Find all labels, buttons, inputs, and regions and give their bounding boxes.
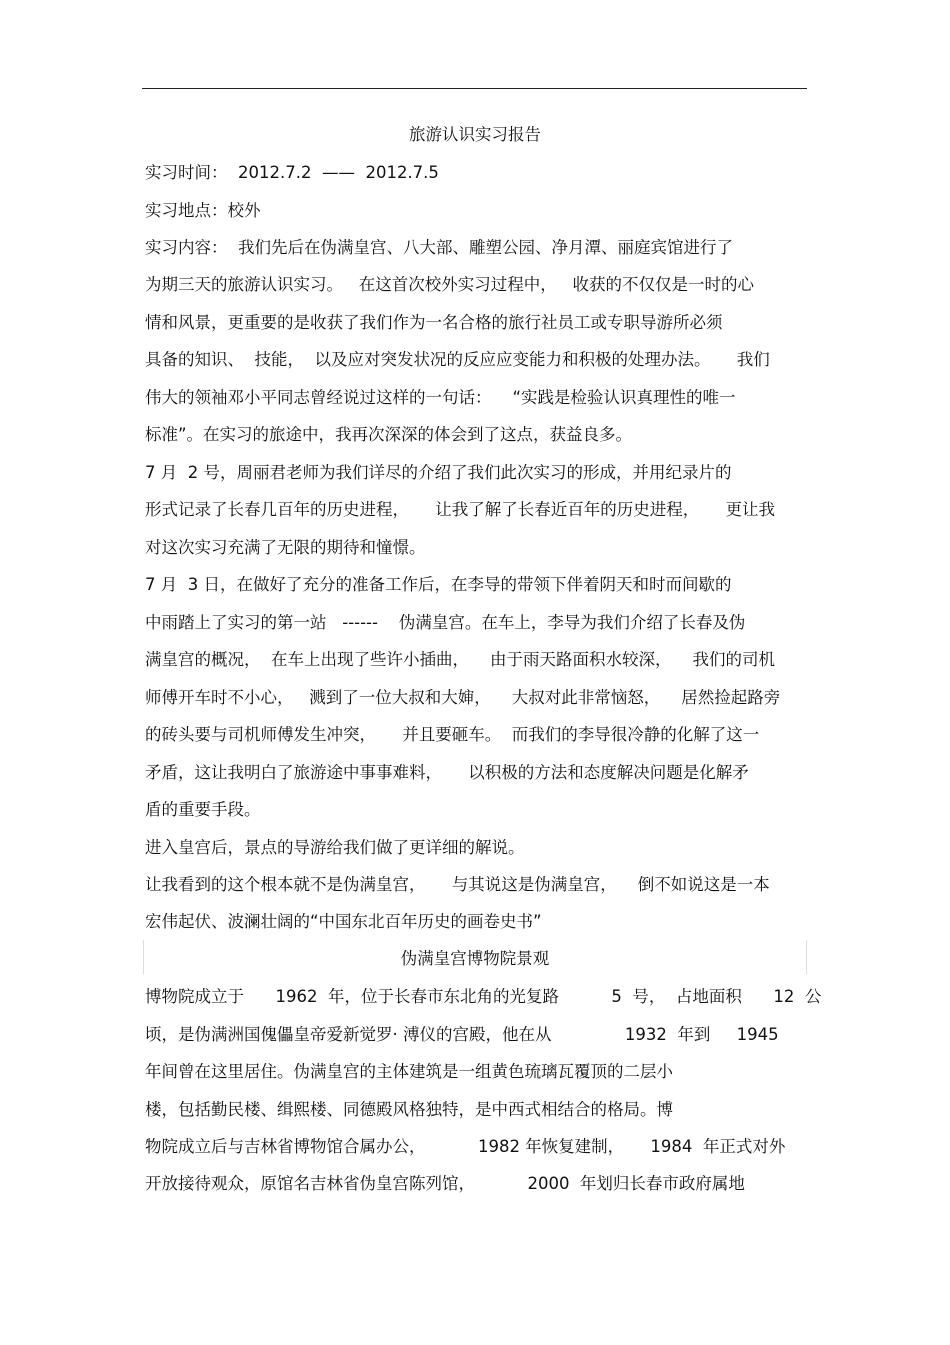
text-line: 开放接待观众，原馆名吉林省伪皇宫陈列馆， 2000 年划归长春市政府属地 xyxy=(145,1174,745,1193)
text-line: 进入皇宫后，景点的导游给我们做了更详细的解说。 xyxy=(145,838,525,857)
text-line: 物院成立后与吉林省博物馆合属办公， 1982 年恢复建制， 1984 年正式对外 xyxy=(145,1137,786,1156)
page-title: 旅游认识实习报告 xyxy=(409,125,541,144)
text-line: 盾的重要手段。 xyxy=(145,800,261,819)
text-line: 楼，包括勤民楼、缉熙楼、同德殿风格独特，是中西式相结合的格局。博 xyxy=(145,1100,673,1119)
text-line: 实习时间： 2012.7.2 —— 2012.7.5 xyxy=(145,163,439,182)
text-line: 年间曾在这里居住。伪满皇宫的主体建筑是一组黄色琉璃瓦覆顶的二层小 xyxy=(145,1062,673,1081)
text-line: 博物院成立于 1962 年，位于长春市东北角的光复路 5 号， 占地面积 12 公 xyxy=(145,987,822,1006)
text-line: 的砖头要与司机师傅发生冲突， 并且要砸车。 而我们的李导很冷静的化解了这一 xyxy=(145,725,760,744)
text-line: 伟大的领袖邓小平同志曾经说过这样的一句话： “实践是检验认识真理性的唯一 xyxy=(145,388,736,407)
section-subheading: 伪满皇宫博物院景观 xyxy=(400,949,550,968)
text-line: 对这次实习充满了无限的期待和憧憬。 xyxy=(145,538,426,557)
text-line: 具备的知识、 技能， 以及应对突发状况的反应应变能力和积极的处理办法。 我们 xyxy=(145,350,770,369)
text-line: 实习地点：校外 xyxy=(145,201,261,220)
text-line: 情和风景，更重要的是收获了我们作为一名合格的旅行社员工或专职导游所必须 xyxy=(145,313,723,332)
text-line: 7 月 3 日，在做好了充分的准备工作后，在李导的带领下伴着阴天和时而间歇的 xyxy=(145,575,732,594)
text-line: 7 月 2 号，周丽君老师为我们详尽的介绍了我们此次实习的形成，并用纪录片的 xyxy=(145,463,732,482)
text-line: 矛盾，这让我明白了旅游途中事事难料， 以积极的方法和态度解决问题是化解矛 xyxy=(145,763,749,782)
header-rule xyxy=(142,88,807,89)
text-line: 标准”。在实习的旅途中，我再次深深的体会到了这点，获益良多。 xyxy=(145,425,633,444)
text-line: 顷，是伪满洲国傀儡皇帝爱新觉罗· 溥仪的宫殿，他在从 1932 年到 1945 xyxy=(145,1025,779,1044)
text-line: 为期三天的旅游认识实习。 在这首次校外实习过程中， 收获的不仅仅是一时的心 xyxy=(145,275,754,294)
text-line: 中雨踏上了实习的第一站 ------ 伪满皇宫。在车上，李导为我们介绍了长春及伪 xyxy=(145,613,746,632)
text-line: 宏伟起伏、波澜壮阔的“中国东北百年历史的画卷史书” xyxy=(145,912,542,931)
text-line: 满皇宫的概况， 在车上出现了些许小插曲， 由于雨天路面积水较深， 我们的司机 xyxy=(145,650,775,669)
text-line: 实习内容： 我们先后在伪满皇宫、八大部、雕塑公园、净月潭、丽庭宾馆进行了 xyxy=(145,238,733,257)
text-line: 师傅开车时不小心， 溅到了一位大叔和大婶， 大叔对此非常恼怒， 居然捡起路旁 xyxy=(145,688,781,707)
text-line: 形式记录了长春几百年的历史进程， 让我了解了长春近百年的历史进程， 更让我 xyxy=(145,500,775,519)
text-line: 让我看到的这个根本就不是伪满皇宫， 与其说这是伪满皇宫， 倒不如说这是一本 xyxy=(145,875,770,894)
